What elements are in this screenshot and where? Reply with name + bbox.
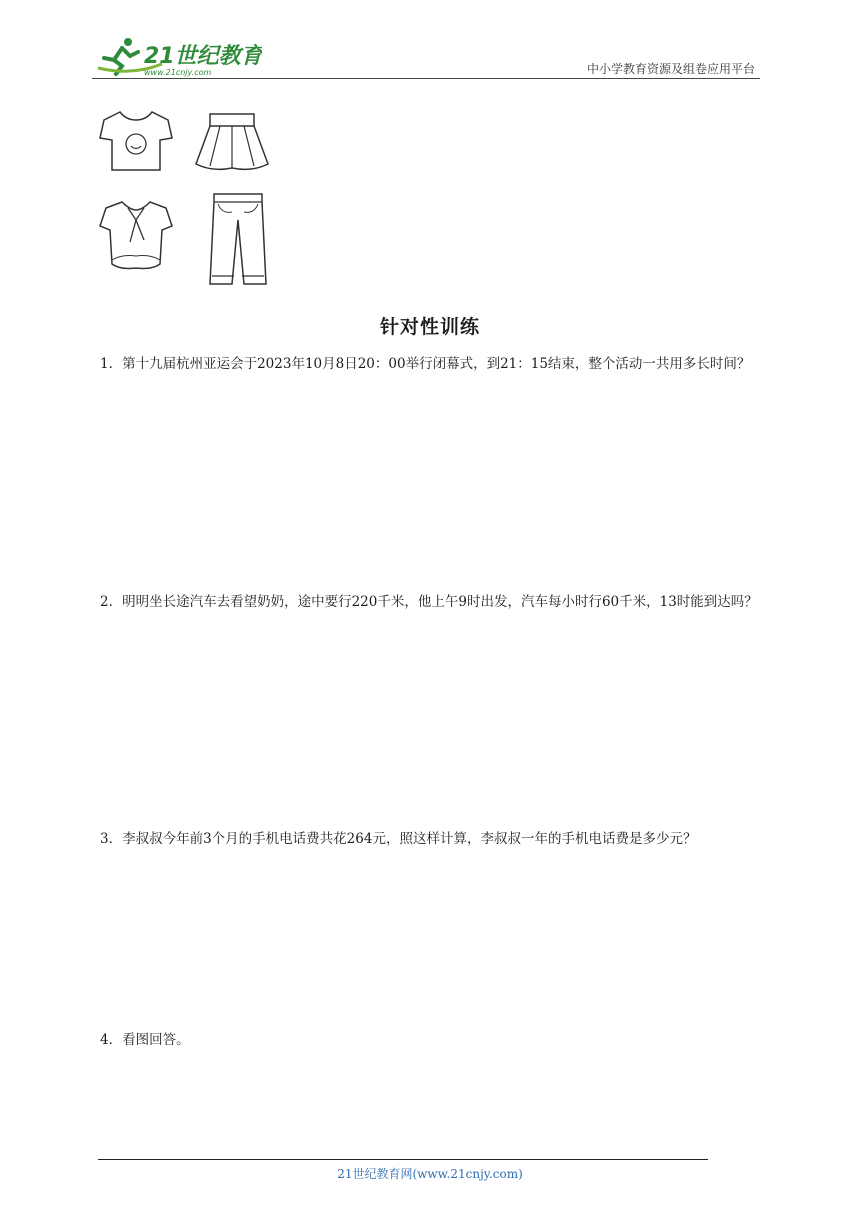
site-logo [92, 34, 262, 78]
question-1: 1．第十九届杭州亚运会于2023年10月8日20：00举行闭幕式，到21：15结束，整个活动一共用多长时间？ [100, 356, 751, 372]
blouse-icon [98, 194, 174, 276]
question-3: 3．李叔叔今年前3个月的手机电话费共花264元，照这样计算，李叔叔一年的手机电话费是多少元？ [100, 831, 697, 847]
logo-text: 21世纪教育 [144, 44, 262, 69]
footer-divider [98, 1159, 708, 1160]
pants-icon [206, 190, 270, 290]
tshirt-icon [98, 108, 174, 174]
runner-logo-icon [92, 34, 262, 78]
section-title: 针对性训练 [379, 316, 480, 338]
footer-link[interactable]: 21世纪教育网(www.21cnjy.com) [337, 1167, 523, 1181]
header-tagline: 中小学教育资源及组卷应用平台 [586, 62, 755, 76]
question-2: 2．明明坐长途汽车去看望奶奶，途中要行220千米，他上午9时出发，汽车每小时行60千米，13时能到达吗？ [100, 594, 758, 610]
logo-url: www.21cnjy.com [144, 68, 212, 77]
skirt-icon [192, 108, 272, 174]
header-divider [92, 78, 760, 79]
question-4: 4．看图回答。 [100, 1032, 190, 1048]
